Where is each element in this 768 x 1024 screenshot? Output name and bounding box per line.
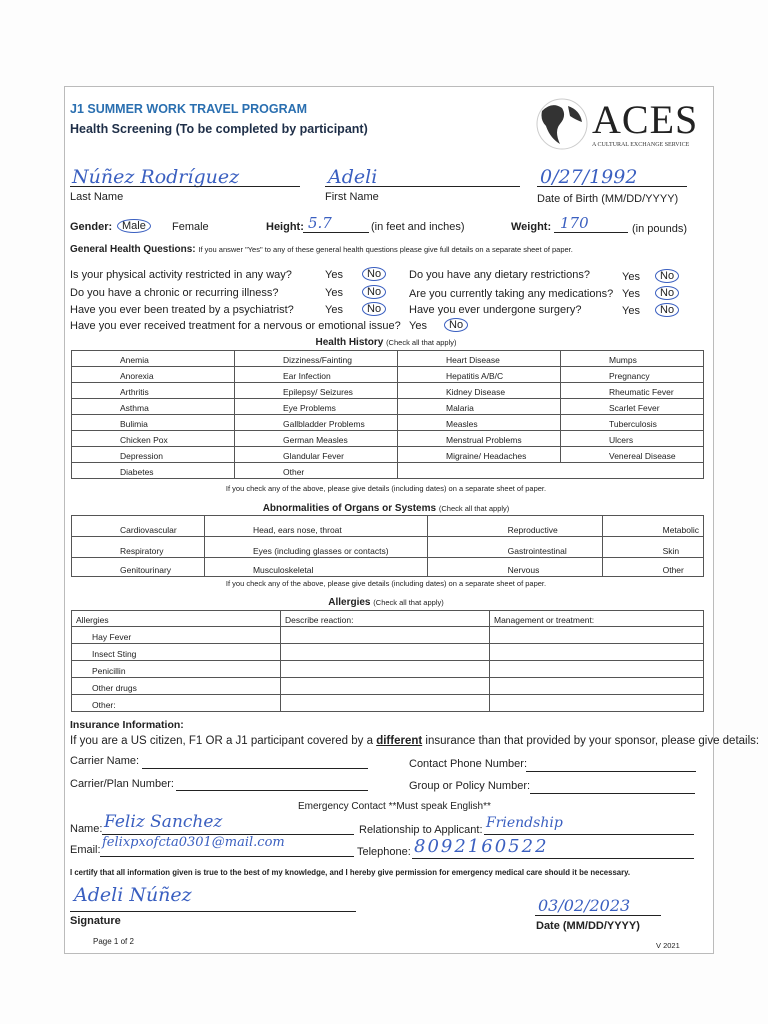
table-row [72,644,704,661]
hh-cell[interactable]: Anorexia [72,367,235,383]
carrier-name-label: Carrier Name: [70,755,140,767]
table-row [72,431,704,447]
q5-yes[interactable]: Yes [622,271,640,283]
organ-cell[interactable]: Other [602,558,703,577]
hh-cell[interactable]: Menstrual Problems [398,431,561,447]
hh-cell[interactable]: Arthritis [72,383,235,399]
treatment-cell[interactable] [490,678,704,695]
organ-cell[interactable]: Musculoskeletal [204,558,427,577]
weight-value[interactable]: 170 [560,214,589,232]
emergency-name-value[interactable]: Feliz Sanchez [104,812,223,832]
hh-cell[interactable]: Measles [398,415,561,431]
organ-cell[interactable]: Eyes (including glasses or contacts) [204,537,427,558]
gender-label: Gender: [70,221,113,233]
question-psychiatrist: Have you ever been treated by a psychiatrist? [70,304,294,316]
hh-cell[interactable]: Bulimia [72,415,235,431]
signature-date-value[interactable]: 03/02/2023 [538,896,631,915]
treatment-cell[interactable] [490,695,704,712]
hh-cell[interactable]: Depression [72,447,235,463]
insurance-instructions: If you are a US citizen, F1 OR a J1 participant covered by a different insurance than that provided by your sponsor, please give details: [70,735,760,747]
hh-cell[interactable]: Rheumatic Fever [561,383,704,399]
question-activity: Is your physical activity restricted in any way? [70,269,292,281]
certification-text: I certify that all information given is true to the best of my knowledge, and I hereby give permission for emergency medical care should it be necessary. [70,868,631,877]
table-row [72,537,704,558]
hh-cell[interactable]: Kidney Disease [398,383,561,399]
organs-table [71,515,704,577]
q3-yes[interactable]: Yes [325,304,343,316]
hh-cell[interactable]: Glandular Fever [235,447,398,463]
table-row [72,695,704,712]
signature-value[interactable]: Adeli Núñez [74,884,192,906]
weight-label: Weight: [511,221,552,233]
reaction-cell[interactable] [281,644,490,661]
health-history-title: Health History (Check all that apply) [315,337,457,348]
table-row [72,516,704,537]
hh-cell[interactable]: Dizziness/Fainting [235,351,398,367]
signature-date-label: Date (MM/DD/YYYY) [536,920,640,932]
question-chronic: Do you have a chronic or recurring illness? [70,287,279,299]
table-row [72,463,704,479]
organ-cell[interactable]: Cardiovascular [72,516,205,537]
treatment-cell[interactable] [490,644,704,661]
general-title: General Health Questions: [70,244,196,255]
allergy-item[interactable]: Penicillin [72,661,281,678]
hh-cell[interactable]: Gallbladder Problems [235,415,398,431]
height-unit: (in feet and inches) [371,221,465,233]
weight-unit: (in pounds) [632,223,688,235]
organ-cell[interactable]: Genitourinary [72,558,205,577]
emergency-telephone-value[interactable]: 8092160522 [414,836,549,857]
form-subtitle: Health Screening (To be completed by participant) [70,122,368,136]
hh-cell[interactable]: Diabetes [72,463,235,479]
table-row [72,383,704,399]
table-row [72,558,704,577]
table-row [72,447,704,463]
program-title: J1 SUMMER WORK TRAVEL PROGRAM [70,102,308,116]
hh-cell[interactable]: Venereal Disease [561,447,704,463]
logo-text: ACES [592,97,699,142]
q1-yes[interactable]: Yes [325,269,343,281]
q1-no-selected[interactable]: No [362,267,386,281]
reaction-cell[interactable] [281,627,490,644]
reaction-cell[interactable] [281,661,490,678]
group-number-field[interactable] [530,793,695,794]
allergy-item[interactable]: Hay Fever [72,627,281,644]
table-row [72,611,704,627]
gender-male-option[interactable]: Male [117,219,151,233]
table-row [72,415,704,431]
hh-cell[interactable]: Tuberculosis [561,415,704,431]
reaction-cell[interactable] [281,695,490,712]
question-nervous: Have you ever received treatment for a nervous or emotional issue? [70,320,401,332]
question-dietary: Do you have any dietary restrictions? [409,269,590,281]
allergy-item[interactable]: Other: [72,695,281,712]
hh-cell[interactable]: Ulcers [561,431,704,447]
organ-cell[interactable]: Head, ears nose, throat [204,516,427,537]
contact-phone-label: Contact Phone Number: [409,758,528,770]
allergy-item[interactable]: Insect Sting [72,644,281,661]
carrier-name-field[interactable] [142,768,368,769]
allergies-table [71,610,704,712]
table-row [72,627,704,644]
question-medications: Are you currently taking any medications? [409,288,614,300]
hh-cell[interactable]: Scarlet Fever [561,399,704,415]
emergency-title: Emergency Contact **Must speak English** [298,801,491,812]
hh-cell[interactable]: Other [235,463,398,479]
allergies-title: Allergies (Check all that apply) [328,597,444,608]
q2-yes[interactable]: Yes [325,287,343,299]
insurance-title: Insurance Information: [70,719,184,731]
organ-cell[interactable]: Metabolic [602,516,703,537]
relationship-value[interactable]: Friendship [486,815,563,831]
last-name-label: Last Name [70,191,124,203]
table-row [72,367,704,383]
organ-cell[interactable]: Reproductive [427,516,602,537]
q7-yes[interactable]: Yes [622,305,640,317]
allergy-item[interactable]: Other drugs [72,678,281,695]
hh-cell[interactable]: Heart Disease [398,351,561,367]
organ-cell[interactable]: Nervous [427,558,602,577]
table-row [72,399,704,415]
group-number-label: Group or Policy Number: [409,780,531,792]
treatment-cell[interactable] [490,627,704,644]
plan-number-label: Carrier/Plan Number: [70,778,174,790]
dob-value[interactable]: 0/27/1992 [540,166,638,188]
hh-cell[interactable]: Hepatitis A/B/C [398,367,561,383]
emergency-email-value[interactable]: felixpxofcta0301@mail.com [102,835,285,850]
plan-number-field[interactable] [176,790,368,791]
logo-tagline: A CULTURAL EXCHANGE SERVICE [592,142,690,148]
height-value[interactable]: 5.7 [308,214,332,232]
last-name-value[interactable]: Núñez Rodríguez [72,166,240,188]
general-note: If you answer "Yes" to any of these general health questions please give full details on a separate sheet of paper. [198,245,573,254]
hh-cell[interactable]: Migraine/ Headaches [398,447,561,463]
treatment-cell[interactable] [490,661,704,678]
q4-no-selected[interactable]: No [444,318,468,332]
hh-cell[interactable]: German Measles [235,431,398,447]
allergies-col-header: Allergies [72,611,281,627]
hh-cell[interactable]: Anemia [72,351,235,367]
organ-cell[interactable]: Gastrointestinal [427,537,602,558]
health-history-note: If you check any of the above, please give details (including dates) on a separate sheet of paper. [225,484,547,493]
page-number: Page 1 of 2 [93,937,134,946]
hh-cell-empty [398,463,704,479]
hh-cell[interactable]: Ear Infection [235,367,398,383]
first-name-value[interactable]: Adeli [328,166,378,188]
organ-cell[interactable]: Respiratory [72,537,205,558]
hh-cell[interactable]: Chicken Pox [72,431,235,447]
emergency-name-label: Name: [70,823,103,835]
aces-logo [532,96,712,156]
health-history-table [71,350,704,479]
question-surgery: Have you ever undergone surgery? [409,304,582,316]
q5-no-selected[interactable]: No [655,269,679,283]
relationship-label: Relationship to Applicant: [359,824,483,836]
q2-no-selected[interactable]: No [362,285,386,299]
q4-yes[interactable]: Yes [409,320,427,332]
globe-icon [532,96,592,152]
q6-no-selected[interactable]: No [655,286,679,300]
hh-cell[interactable]: Eye Problems [235,399,398,415]
height-label: Height: [266,221,304,233]
reaction-cell[interactable] [281,678,490,695]
hh-cell[interactable]: Pregnancy [561,367,704,383]
organs-note: If you check any of the above, please give details (including dates) on a separate sheet of paper. [225,579,547,588]
q7-no-selected[interactable]: No [655,303,679,317]
q3-no-selected[interactable]: No [362,302,386,316]
treatment-col-header: Management or treatment: [490,611,704,627]
dob-label: Date of Birth (MM/DD/YYYY) [537,193,679,205]
organ-cell[interactable]: Skin [602,537,703,558]
emergency-telephone-label: Telephone: [357,846,411,858]
organs-title: Abnormalities of Organs or Systems (Check all that apply) [262,503,510,514]
hh-cell[interactable]: Asthma [72,399,235,415]
gender-female-option[interactable]: Female [172,221,209,233]
hh-cell[interactable]: Epilepsy/ Seizures [235,383,398,399]
q6-yes[interactable]: Yes [622,288,640,300]
hh-cell[interactable]: Mumps [561,351,704,367]
table-row [72,351,704,367]
table-row [72,661,704,678]
form-version: V 2021 [656,941,680,950]
first-name-label: First Name [325,191,379,203]
contact-phone-field[interactable] [526,771,696,772]
hh-cell[interactable]: Malaria [398,399,561,415]
emergency-email-label: Email: [70,844,101,856]
signature-label: Signature [70,915,121,927]
reaction-col-header: Describe reaction: [281,611,490,627]
table-row [72,678,704,695]
